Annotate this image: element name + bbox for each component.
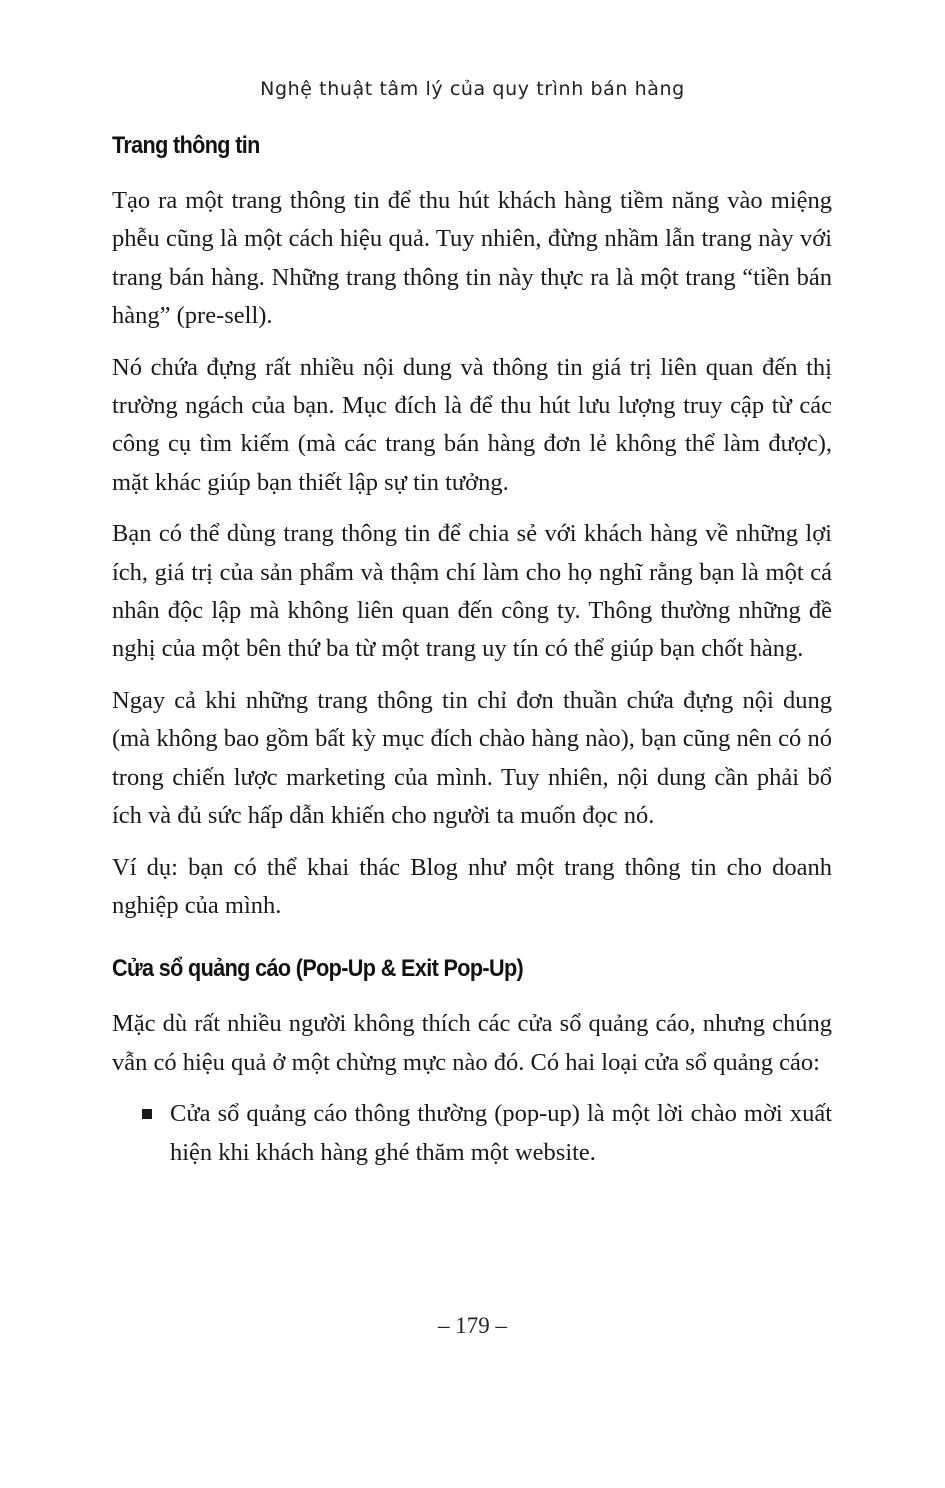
paragraph: Ví dụ: bạn có thể khai thác Blog như một trang thông tin cho doanh nghiệp của mình. xyxy=(112,853,832,919)
section-heading-info-page: Trang thông tin xyxy=(112,132,260,159)
paragraph: Nó chứa đựng rất nhiều nội dung và thông tin giá trị liên quan đến thị trường ngách của bạn. Mục đích là để thu hút lưu lượng truy cập từ các công cụ tìm kiếm (mà các trang bán hàng đơn lẻ không thể làm được), mặt khác giúp bạn thiết lập sự tin tưởng. xyxy=(112,353,832,496)
paragraph: Mặc dù rất nhiều người không thích các cửa sổ quảng cáo, nhưng chúng vẫn có hiệu quả ở một chừng mực nào đó. Có hai loại cửa sổ quảng cáo: xyxy=(112,1010,832,1076)
section-heading-popup: Cửa sổ quảng cáo (Pop-Up & Exit Pop-Up) xyxy=(112,955,524,983)
square-bullet-icon xyxy=(142,1109,152,1119)
bullet-list xyxy=(112,1095,832,1172)
paragraph: Ngay cả khi những trang thông tin chỉ đơn thuần chứa đựng nội dung (mà không bao gồm bất kỳ mục đích chào hàng nào), bạn cũng nên có nó trong chiến lược marketing của mình. Tuy nhiên, nội dung cần phải bổ ích và đủ sức hấp dẫn khiến cho người ta muốn đọc nó. xyxy=(112,686,832,830)
list-item xyxy=(112,1095,832,1172)
running-header: Nghệ thuật tâm lý của quy trình bán hàng xyxy=(260,78,685,100)
page-body xyxy=(112,128,832,1172)
paragraph: Tạo ra một trang thông tin để thu hút khách hàng tiềm năng vào miệng phễu cũng là một cách hiệu quả. Tuy nhiên, đừng nhầm lẫn trang này với trang bán hàng. Những trang thông tin này thực ra là một trang “tiền bán hàng” (pre-sell). xyxy=(112,187,832,330)
paragraph: Bạn có thể dùng trang thông tin để chia sẻ với khách hàng về những lợi ích, giá trị của sản phẩm và thậm chí làm cho họ nghĩ rằng bạn là một cá nhân độc lập mà không liên quan đến công ty. Thông thường những đề nghị của một bên thứ ba từ một trang uy tín có thể giúp bạn chốt hàng. xyxy=(112,520,832,663)
page-number: – 179 – xyxy=(438,1313,507,1338)
list-item-text: Cửa sổ quảng cáo thông thường (pop-up) là một lời chào mời xuất hiện khi khách hàng ghé thăm một website. xyxy=(170,1100,832,1166)
